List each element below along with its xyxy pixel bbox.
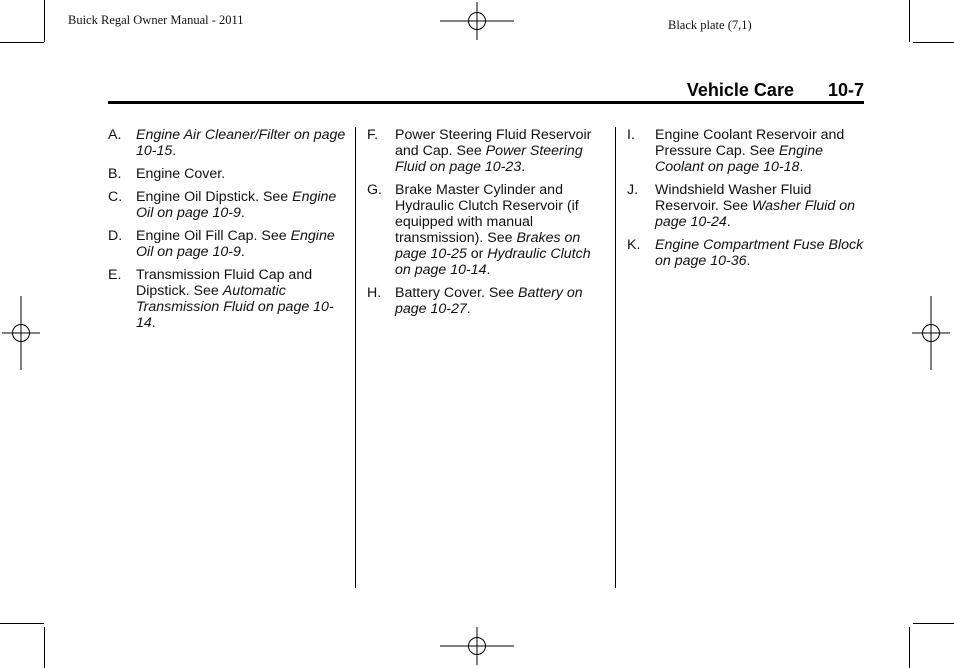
item-text xyxy=(395,127,607,175)
crop-mark xyxy=(0,42,44,43)
item-text-part: Brake Master Cylinder and Hydraulic Clutch Reservoir (if equipped with manual transmission). See xyxy=(395,182,579,246)
legend-list xyxy=(367,127,607,317)
column-divider xyxy=(355,127,356,588)
cross-reference-link[interactable]: Battery on page 10-27 xyxy=(395,285,583,317)
legend-item xyxy=(108,189,348,221)
legend-item xyxy=(108,267,348,331)
crop-mark xyxy=(44,0,45,42)
item-text-part: . xyxy=(799,159,804,175)
registration-mark-top xyxy=(440,2,514,40)
item-label: D. xyxy=(108,228,123,244)
cross-reference-link[interactable]: Engine Compartment Fuse Block on page 10-36 xyxy=(655,237,864,269)
item-label: J. xyxy=(627,182,639,198)
legend-item xyxy=(108,166,348,182)
item-text-part: Engine Cover. xyxy=(136,166,226,182)
item-text-part: Windshield Washer Fluid Reservoir. See xyxy=(655,182,812,214)
legend-item xyxy=(627,127,867,175)
item-text-part: . xyxy=(240,244,245,260)
item-label: I. xyxy=(627,127,635,143)
manual-title: Buick Regal Owner Manual - 2011 xyxy=(68,13,244,27)
item-text-part: . xyxy=(151,315,156,331)
heading-rule xyxy=(108,101,864,104)
item-text-part: or xyxy=(466,246,488,262)
item-label: E. xyxy=(108,267,122,283)
item-text xyxy=(136,127,348,159)
item-text-part: Engine Oil Fill Cap. See xyxy=(136,228,291,244)
cross-reference-link[interactable]: Brakes on page 10-25 xyxy=(395,230,581,262)
cross-reference-link[interactable]: Hydraulic Clutch on page 10-14 xyxy=(395,246,591,278)
item-text-part: . xyxy=(521,159,526,175)
item-label: F. xyxy=(367,127,379,143)
legend-item xyxy=(367,285,607,317)
item-text-part: . xyxy=(466,301,471,317)
legend-list xyxy=(108,127,348,331)
item-text-part: Engine Oil Dipstick. See xyxy=(136,189,293,205)
column-1 xyxy=(108,127,348,338)
legend-item xyxy=(108,127,348,159)
item-text xyxy=(655,182,867,230)
legend-item xyxy=(367,127,607,175)
item-text xyxy=(136,267,348,331)
section-title: Vehicle Care xyxy=(686,80,794,100)
registration-mark-right xyxy=(912,296,950,370)
item-text-part: . xyxy=(172,143,177,159)
crop-mark xyxy=(913,42,954,43)
registration-mark-bottom xyxy=(440,627,514,665)
legend-item xyxy=(627,182,867,230)
cross-reference-link[interactable]: Automatic Transmission Fluid on page 10-14 xyxy=(136,283,334,331)
cross-reference-link[interactable]: Engine Oil on page 10-9 xyxy=(136,189,337,221)
item-text-part: Transmission Fluid Cap and Dipstick. See xyxy=(136,267,313,299)
item-label: B. xyxy=(108,166,122,182)
item-label: A. xyxy=(108,127,122,143)
item-text-part: . xyxy=(240,205,245,221)
crop-mark xyxy=(909,0,910,42)
registration-mark-left xyxy=(2,296,40,370)
cross-reference-link[interactable]: Power Steering Fluid on page 10-23 xyxy=(395,143,583,175)
column-3 xyxy=(627,127,867,276)
item-text-part: Battery Cover. See xyxy=(395,285,519,301)
page-heading xyxy=(108,80,864,101)
item-label: H. xyxy=(367,285,382,301)
crop-mark xyxy=(913,623,954,624)
item-text xyxy=(395,182,607,278)
item-text-part: . xyxy=(746,253,751,269)
crop-mark xyxy=(909,627,910,668)
item-text xyxy=(395,285,607,317)
legend-list xyxy=(627,127,867,269)
item-text-part: . xyxy=(726,214,731,230)
item-text-part: Power Steering Fluid Reservoir and Cap. See xyxy=(395,127,592,159)
plate-info: Black plate (7,1) xyxy=(668,18,752,32)
legend-item xyxy=(627,237,867,269)
item-text xyxy=(655,237,867,269)
item-text xyxy=(136,228,348,260)
item-label: G. xyxy=(367,182,382,198)
page-number: 10-7 xyxy=(827,80,864,100)
column-2 xyxy=(367,127,607,324)
legend-item xyxy=(367,182,607,278)
item-text-part: Engine Coolant Reservoir and Pressure Cap. See xyxy=(655,127,845,159)
item-text xyxy=(136,166,348,182)
cross-reference-link[interactable]: Engine Oil on page 10-9 xyxy=(136,228,335,260)
item-text xyxy=(655,127,867,175)
column-divider xyxy=(615,127,616,588)
crop-mark xyxy=(0,623,44,624)
item-text xyxy=(136,189,348,221)
cross-reference-link[interactable]: Engine Coolant on page 10-18 xyxy=(655,143,823,175)
legend-item xyxy=(108,228,348,260)
item-label: K. xyxy=(627,237,641,253)
crop-mark xyxy=(44,627,45,668)
cross-reference-link[interactable]: Engine Air Cleaner/Filter on page 10-15 xyxy=(136,127,346,159)
cross-reference-link[interactable]: Washer Fluid on page 10-24 xyxy=(655,198,856,230)
item-text-part: . xyxy=(486,262,491,278)
item-label: C. xyxy=(108,189,123,205)
